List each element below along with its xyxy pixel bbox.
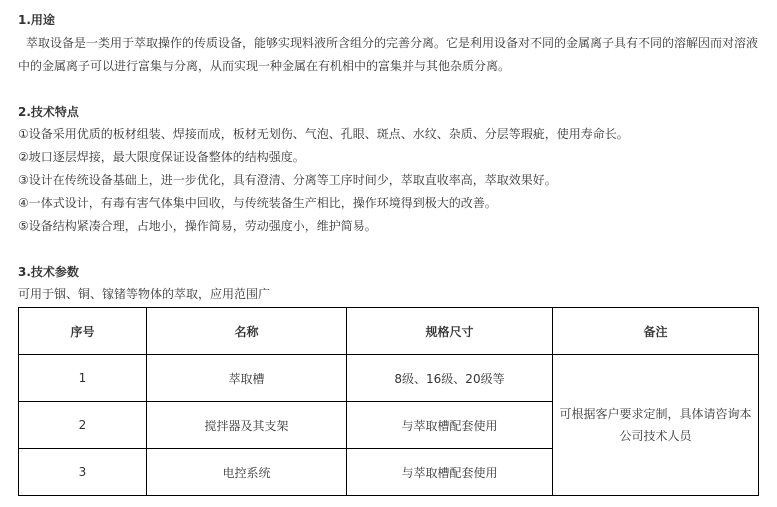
cell-name: 萃取槽 [147,355,347,402]
cell-spec: 8级、16级、20级等 [347,355,553,402]
cell-no: 3 [19,449,147,496]
table-header-row [19,308,759,355]
section-2-title: 2.技术特点 [18,105,79,119]
table-row [19,355,759,402]
tech-params-table [18,307,759,496]
feature-item-1: ①设备采用优质的板材组装、焊接而成，板材无划伤、气泡、孔眼、斑点、水纹、杂质、分层等瑕疵，使用寿命长。 [18,127,629,141]
section-3-subtitle: 可用于铟、铜、镓锗等物体的萃取，应用范围广 [18,287,271,301]
header-no: 序号 [19,308,147,355]
section-1-title: 1.用途 [18,13,55,27]
feature-item-3: ③设计在传统设备基础上，进一步优化，具有澄清、分离等工序时间少，萃取直收率高，萃取效果好。 [18,173,557,187]
cell-note: 可根据客户要求定制，具体请咨询本公司技术人员 [553,355,759,496]
cell-name: 搅拌器及其支架 [147,402,347,449]
cell-no: 2 [19,402,147,449]
section-1-body: 萃取设备是一类用于萃取操作的传质设备，能够实现料液所含组分的完善分离。它是利用设备对不同的金属离子具有不同的溶解因而对溶液中的金属离子可以进行富集与分离，从而实现一种金属在有机相中的富集并与其他杂质分离。 [18,36,759,73]
feature-item-2: ②坡口逐层焊接，最大限度保证设备整体的结构强度。 [18,150,305,164]
feature-item-5: ⑤设备结构紧凑合理，占地小，操作简易，劳动强度小，维护简易。 [18,219,377,233]
feature-item-4: ④一体式设计，有毒有害气体集中回收，与传统装备生产相比，操作环境得到极大的改善。 [18,196,497,210]
cell-name: 电控系统 [147,449,347,496]
header-name: 名称 [147,308,347,355]
cell-spec: 与萃取槽配套使用 [347,402,553,449]
header-spec: 规格尺寸 [347,308,553,355]
header-note: 备注 [553,308,759,355]
cell-no: 1 [19,355,147,402]
section-3-title: 3.技术参数 [18,265,79,279]
cell-spec: 与萃取槽配套使用 [347,449,553,496]
